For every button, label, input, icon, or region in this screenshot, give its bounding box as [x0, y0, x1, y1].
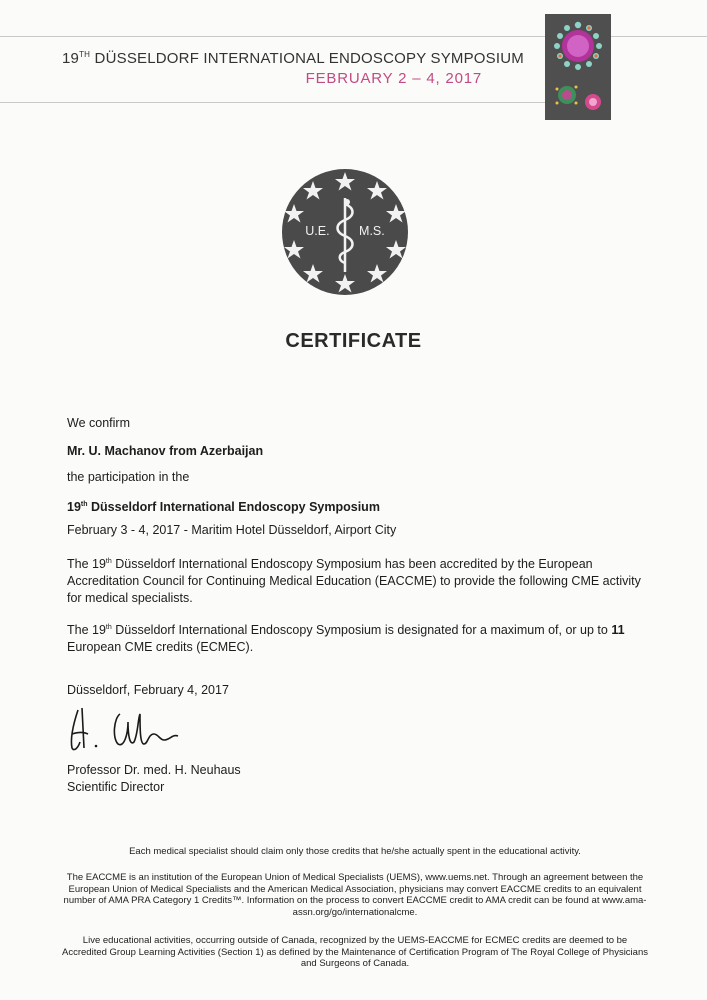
header-rule-top — [0, 36, 545, 37]
signatory-name: Professor Dr. med. H. Neuhaus — [67, 763, 241, 777]
event-name: 19th Düsseldorf International Endoscopy Symposium — [67, 500, 380, 514]
designation-paragraph: The 19th Düsseldorf International Endoscopy Symposium is designated for a maximum of, or up to 11 European CME credits (ECMEC). — [67, 623, 625, 654]
footer-eaccme: The EACCME is an institution of the European Union of Medical Specialists (UEMS), www.uems.net. Through an agreement between the European Union of Medical Specialists and the American Medical Association, physicians may convert EACCME credits to an equivalent number of AMA PRA Category 1 Credits™. Information on the process to convert EACCME credit to AMA credit can be found at www.ama-assn.org/go/internationalcme. — [63, 872, 647, 918]
symposium-header-date: FEBRUARY 2 – 4, 2017 — [305, 70, 482, 87]
footer-canada: Live educational activities, occurring outside of Canada, recognized by the UEMS-EACCME for ECMEC credits are deemed to be Accredited Group Learning Activities (Section 1) as defined by the Maintenance of Certification Program of The Royal College of Physicians and Surgeons of Canada. — [62, 935, 648, 969]
confirm-text: We confirm — [67, 416, 130, 430]
signature — [66, 704, 192, 754]
header-rule-right — [611, 36, 707, 37]
place-date: Düsseldorf, February 4, 2017 — [67, 683, 229, 697]
event-details: February 3 - 4, 2017 - Maritim Hotel Düsseldorf, Airport City — [67, 523, 397, 537]
uems-logo-text: U.E. M.S. — [305, 224, 385, 238]
certificate-title: CERTIFICATE — [285, 330, 422, 352]
footer-claim: Each medical specialist should claim only those credits that he/she actually spent in the educational activity. — [129, 846, 581, 857]
header-rule-bottom — [0, 102, 545, 103]
participation-text: the participation in the — [67, 470, 190, 484]
symposium-header-title: 19TH DÜSSELDORF INTERNATIONAL ENDOSCOPY SYMPOSIUM — [62, 50, 524, 67]
accreditation-paragraph: The 19th Düsseldorf International Endoscopy Symposium has been accredited by the European Accreditation Council for Continuing Medical Education (EACCME) to provide the following CME activity for medical specialists. — [67, 557, 641, 605]
signatory-role: Scientific Director — [67, 780, 165, 794]
participant-name: Mr. U. Machanov from Azerbaijan — [67, 444, 264, 458]
symposium-logo — [545, 14, 611, 120]
uems-logo — [281, 168, 409, 296]
